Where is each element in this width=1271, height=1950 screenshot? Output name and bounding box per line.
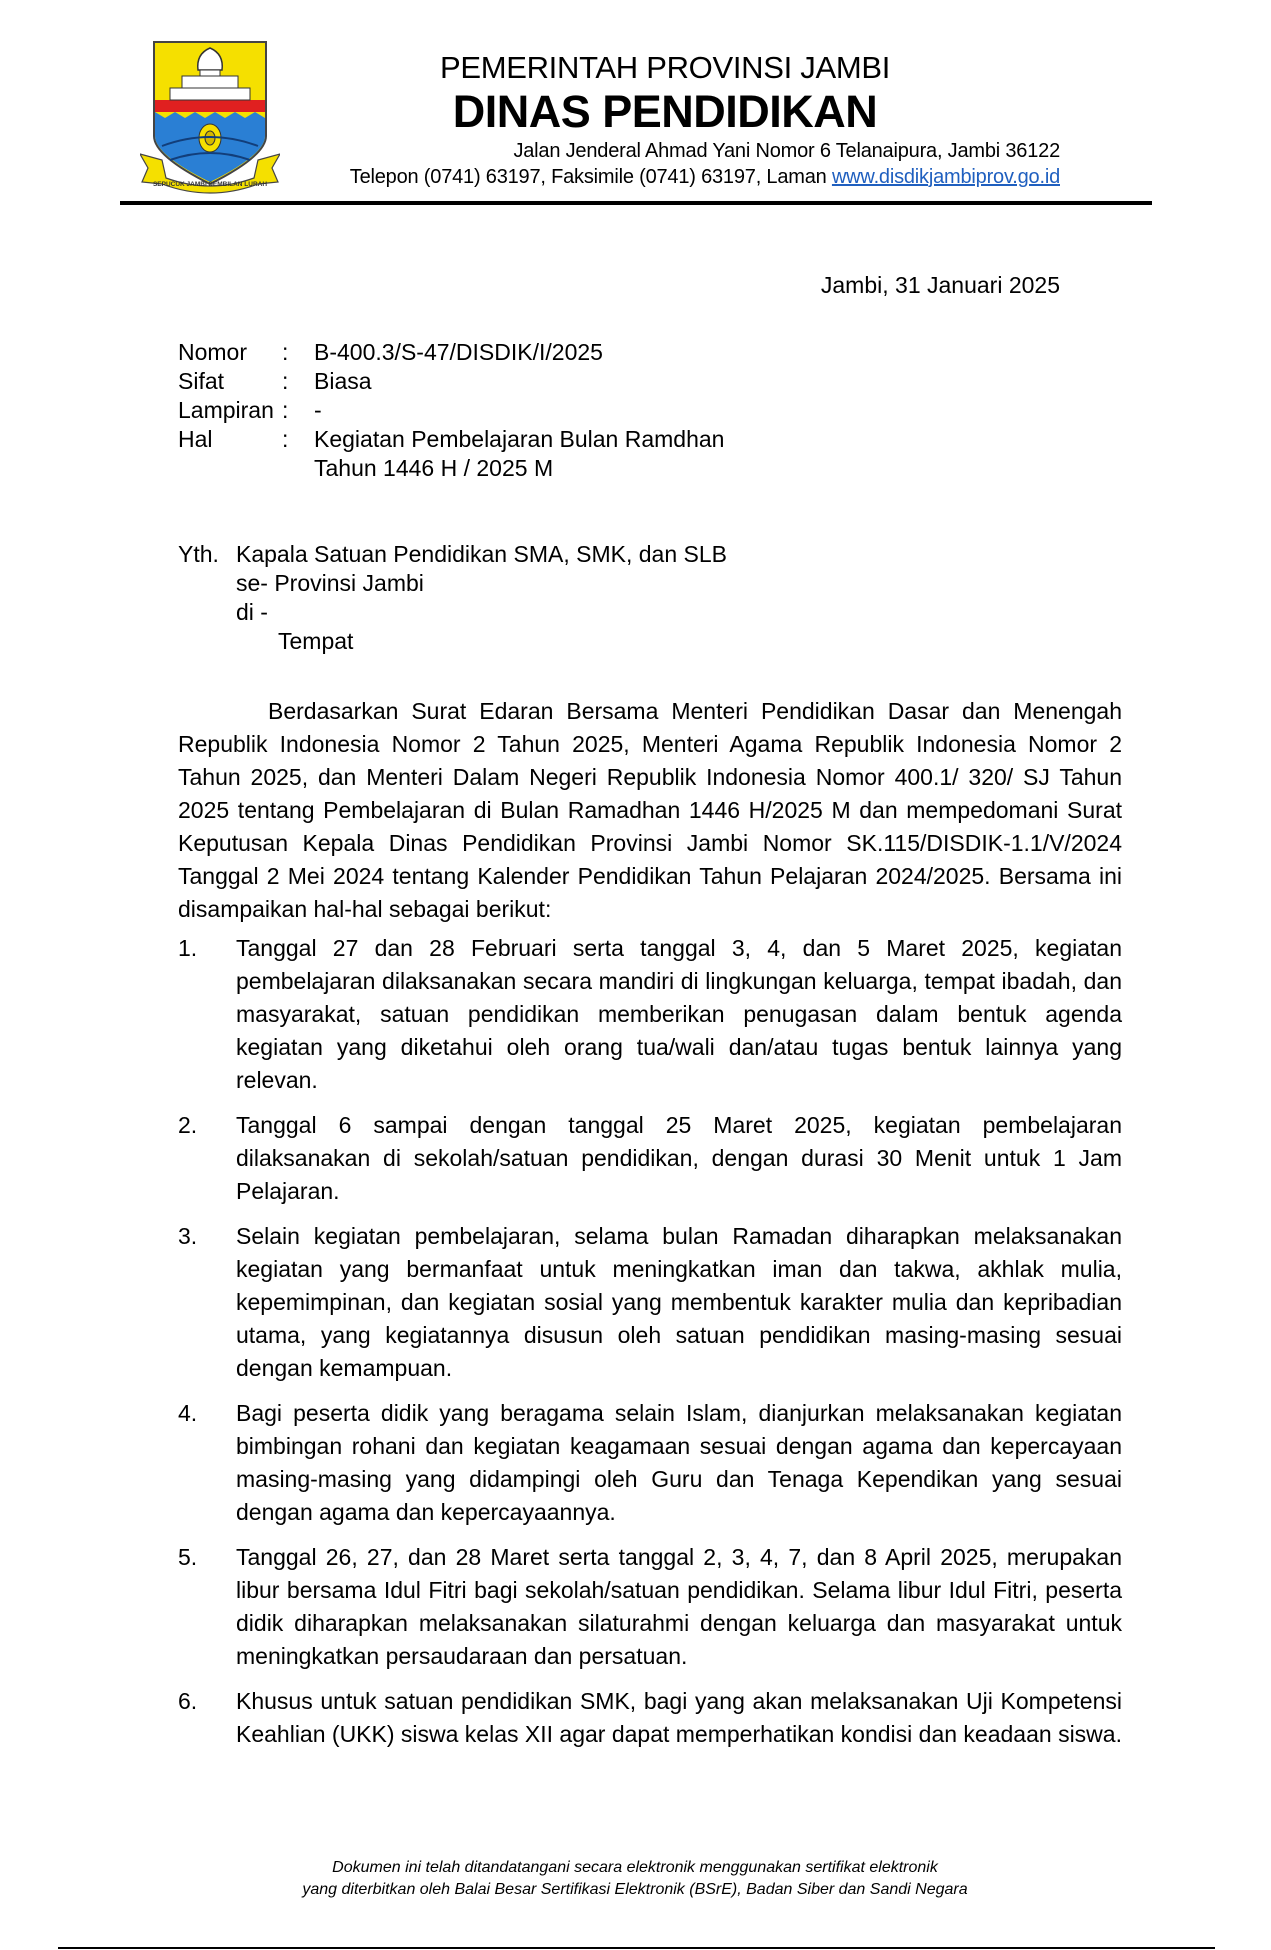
recipient-line-2: se- Provinsi Jambi <box>236 570 424 596</box>
intro-paragraph: Berdasarkan Surat Edaran Bersama Menteri Pendidikan Dasar dan Menengah Republik Indonesia Nomor 2 Tahun 2025, Menteri Agama Republik Indonesia Nomor 2 Tahun 2025, dan Menteri Dalam Negeri Republik Indonesia Nomor 400.1/ 320/ SJ Tahun 2025 tentang Pembelajaran di Bulan Ramadhan 1446 H/2025 M dan mempedomani Surat Keputusan Kepala Dinas Pendidikan Provinsi Jambi Nomor SK.115/DISDIK-1.1/V/2024 Tanggal 2 Mei 2024 tentang Kalender Pendidikan Tahun Pelajaran 2024/2025. Bersama ini disampaikan hal-hal sebagai berikut: <box>178 698 1122 922</box>
item-text: Selain kegiatan pembelajaran, selama bulan Ramadan diharapkan melaksanakan kegiatan yang bermanfaat untuk meningkatkan iman dan takwa, akhlak mulia, kepemimpinan, dan kegiatan sosial yang membentuk karakter mulia dan kepribadian utama, yang kegiatannya disusun oleh satuan pendidikan masing-masing sesuai dengan kemampuan. <box>236 1223 1122 1381</box>
item-text: Khusus untuk satuan pendidikan SMK, bagi yang akan melaksanakan Uji Kompetensi Keahlian (UKK) siswa kelas XII agar dapat memperhatikan kondisi dan keadaan siswa. <box>236 1688 1122 1747</box>
item-text: Bagi peserta didik yang beragama selain Islam, dianjurkan melaksanakan kegiatan bimbingan rohani dan kegiatan keagamaan sesuai dengan agama dan kepercayaan masing-masing yang didampingi oleh Guru dan Tenaga Kependikan yang sesuai dengan agama dan kepercayaannya. <box>236 1400 1122 1525</box>
meta-key: Lampiran <box>178 397 274 423</box>
salutation: Yth. <box>178 541 219 567</box>
footer-divider <box>58 1947 1215 1949</box>
recipient-line-1: Kapala Satuan Pendidikan SMA, SMK, dan SLB <box>236 541 727 567</box>
letter-meta <box>178 338 724 483</box>
agency-contact <box>300 166 1060 189</box>
list-item <box>178 932 1122 1097</box>
agency-name: DINAS PENDIDIKAN <box>452 86 878 137</box>
meta-key: Nomor <box>178 339 248 365</box>
letterhead-divider <box>120 201 1152 205</box>
recipient-line-3: di - <box>236 599 268 625</box>
meta-row-nomor <box>178 338 724 367</box>
letter-date: Jambi, 31 Januari 2025 <box>820 272 1060 298</box>
svg-text:SEPUCUK JAMBI SEMBILAN LURAH: SEPUCUK JAMBI SEMBILAN LURAH <box>152 181 268 188</box>
contact-text: Telepon (0741) 63197, Faksimile (0741) 63197, Laman <box>349 166 832 188</box>
meta-key: Sifat <box>178 368 225 394</box>
meta-value <box>314 425 724 483</box>
letter-body <box>178 695 1122 1763</box>
e-signature-notice <box>200 1857 1070 1901</box>
meta-sep: : <box>282 397 289 423</box>
item-number: 6. <box>178 1688 198 1714</box>
list-item <box>178 1685 1122 1751</box>
item-text: Tanggal 26, 27, dan 28 Maret serta tanggal 2, 3, 4, 7, dan 8 April 2025, merupakan libur bersama Idul Fitri bagi sekolah/satuan pendidikan. Selama libur Idul Fitri, peserta didik diharapkan melaksanakan silaturahmi dengan keluarga dan masyarakat untuk meningkatkan persaudaraan dan persatuan. <box>236 1544 1122 1669</box>
website-link[interactable]: www.disdikjambiprov.go.id <box>831 166 1060 188</box>
meta-key: Hal <box>178 426 213 452</box>
jambi-emblem-icon <box>140 36 280 194</box>
item-text: Tanggal 27 dan 28 Februari serta tanggal 3, 4, dan 5 Maret 2025, kegiatan pembelajaran dilaksanakan secara mandiri di lingkungan keluarga, tempat ibadah, dan masyarakat, satuan pendidikan memberikan penugasan dalam bentuk agenda kegiatan yang diketahui oleh orang tua/wali dan/atau tugas bentuk lainnya yang relevan. <box>236 935 1122 1093</box>
meta-value: Biasa <box>314 368 372 394</box>
meta-row-hal <box>178 425 724 483</box>
footer-line-1: Dokumen ini telah ditandatangani secara elektronik menggunakan sertifikat elektronik <box>332 1859 938 1876</box>
meta-sep: : <box>282 426 289 452</box>
footer-line-2: yang diterbitkan oleh Balai Besar Sertifikasi Elektronik (BSrE), Badan Siber dan Sandi Negara <box>302 1881 968 1898</box>
item-number: 1. <box>178 935 198 961</box>
list-item <box>178 1541 1122 1673</box>
list-item <box>178 1109 1122 1208</box>
meta-value: B-400.3/S-47/DISDIK/I/2025 <box>314 339 603 365</box>
agency-address: Jalan Jenderal Ahmad Yani Nomor 6 Telanaipura, Jambi 36122 <box>513 140 1060 162</box>
instruction-list <box>178 932 1122 1751</box>
meta-row-lampiran <box>178 396 724 425</box>
meta-sep: : <box>282 368 289 394</box>
recipient-block <box>178 540 727 656</box>
meta-value: - <box>314 397 322 423</box>
list-item <box>178 1220 1122 1385</box>
item-number: 2. <box>178 1112 198 1138</box>
item-number: 3. <box>178 1223 198 1249</box>
coat-of-arms-logo <box>140 36 280 194</box>
list-item <box>178 1397 1122 1529</box>
subject-line-1: Kegiatan Pembelajaran Bulan Ramdhan <box>314 426 725 452</box>
item-number: 4. <box>178 1400 198 1426</box>
meta-row-sifat <box>178 367 724 396</box>
item-number: 5. <box>178 1544 198 1570</box>
meta-sep: : <box>282 339 289 365</box>
government-name: PEMERINTAH PROVINSI JAMBI <box>439 50 891 85</box>
subject-line-2: Tahun 1446 H / 2025 M <box>314 455 554 481</box>
recipient-line-4: Tempat <box>278 628 354 654</box>
item-text: Tanggal 6 sampai dengan tanggal 25 Maret 2025, kegiatan pembelajaran dilaksanakan di sekolah/satuan pendidikan, dengan durasi 30 Menit untuk 1 Jam Pelajaran. <box>236 1112 1122 1204</box>
